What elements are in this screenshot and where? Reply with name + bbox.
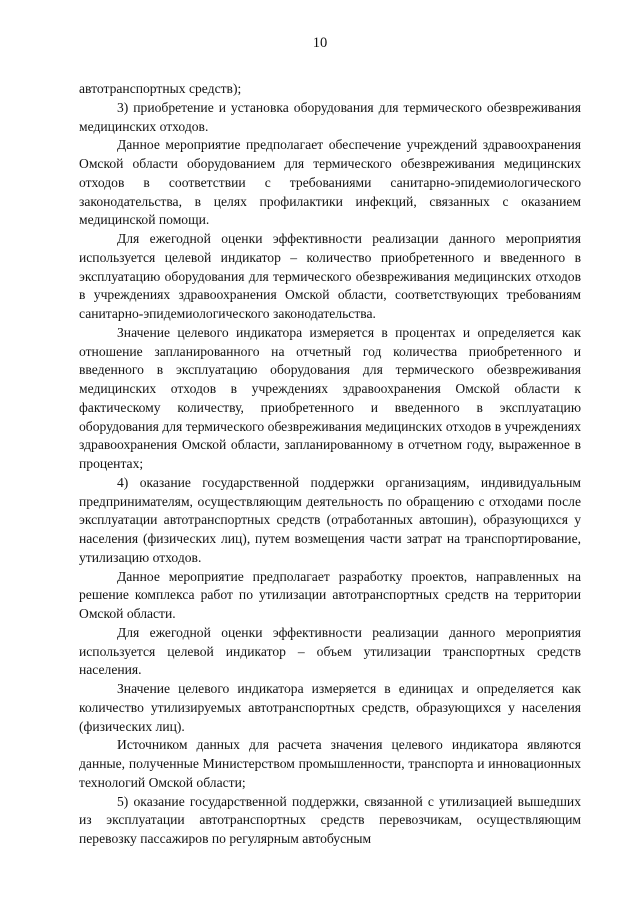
paragraph-8: Для ежегодной оценки эффективности реализации данного мероприятия используется целевой индикатор – объем утилизации транспортных средств населения.: [79, 624, 581, 678]
paragraph-5: Значение целевого индикатора измеряется в процентах и определяется как отношение запланированного на отчетный год количества приобретенного и введенного в эксплуатацию оборудования для термического обезвреживания медицинских отходов в учреждениях здравоохранения Омской области к фактическому количеству, приобретенного и введенного в эксплуатацию оборудования для термического обезвреживания медицинских отходов в учреждениях здравоохранения Омской области, запланированному в отчетном году, выраженное в процентах;: [79, 324, 581, 471]
paragraph-7: Данное мероприятие предполагает разработку проектов, направленных на решение комплекса работ по утилизации автотранспортных средств на территории Омской области.: [79, 568, 581, 621]
document-body: [79, 80, 581, 849]
paragraph-11: 5) оказание государственной поддержки, связанной с утилизацией вышедших из эксплуатации автотранспортных средств перевозчикам, осуществляющим перевозку пассажиров по регулярным автобусным: [79, 793, 581, 846]
paragraph-2: 3) приобретение и установка оборудования для термического обезвреживания медицинских отходов.: [79, 99, 581, 134]
paragraph-4: Для ежегодной оценки эффективности реализации данного мероприятия используется целевой индикатор – количество приобретенного и введенного в эксплуатацию оборудования для термического обезвреживания медицинских отходов в учреждениях здравоохранения Омской области, соответствующих требованиям санитарно-эпидемиологического законодательства.: [79, 231, 581, 321]
page-number: 10: [312, 35, 328, 51]
paragraph-10: Источником данных для расчета значения целевого индикатора являются данные, полученные Министерством промышленности, транспорта и инновационных технологий Омской области;: [79, 737, 581, 790]
paragraph-6: 4) оказание государственной поддержки организациям, индивидуальным предпринимателям, осуществляющим деятельность по обращению с отходами после эксплуатации автотранспортных средств (отработанных автошин), образующихся у населения (физических лиц), путем возмещения части затрат на транспортирование, утилизацию отходов.: [79, 474, 581, 565]
paragraph-9: Значение целевого индикатора измеряется в единицах и определяется как количество утилизируемых автотранспортных средств, образующихся у населения (физических лиц).: [79, 681, 581, 734]
paragraph-1: автотранспортных средств);: [79, 81, 242, 96]
paragraph-3: Данное мероприятие предполагает обеспечение учреждений здравоохранения Омской области оборудованием для термического обезвреживания медицинских отходов в соответствии с требованиями санитарно-эпидемиологического законодательства, в целях профилактики инфекций, связанных с оказанием медицинской помощи.: [79, 137, 581, 228]
